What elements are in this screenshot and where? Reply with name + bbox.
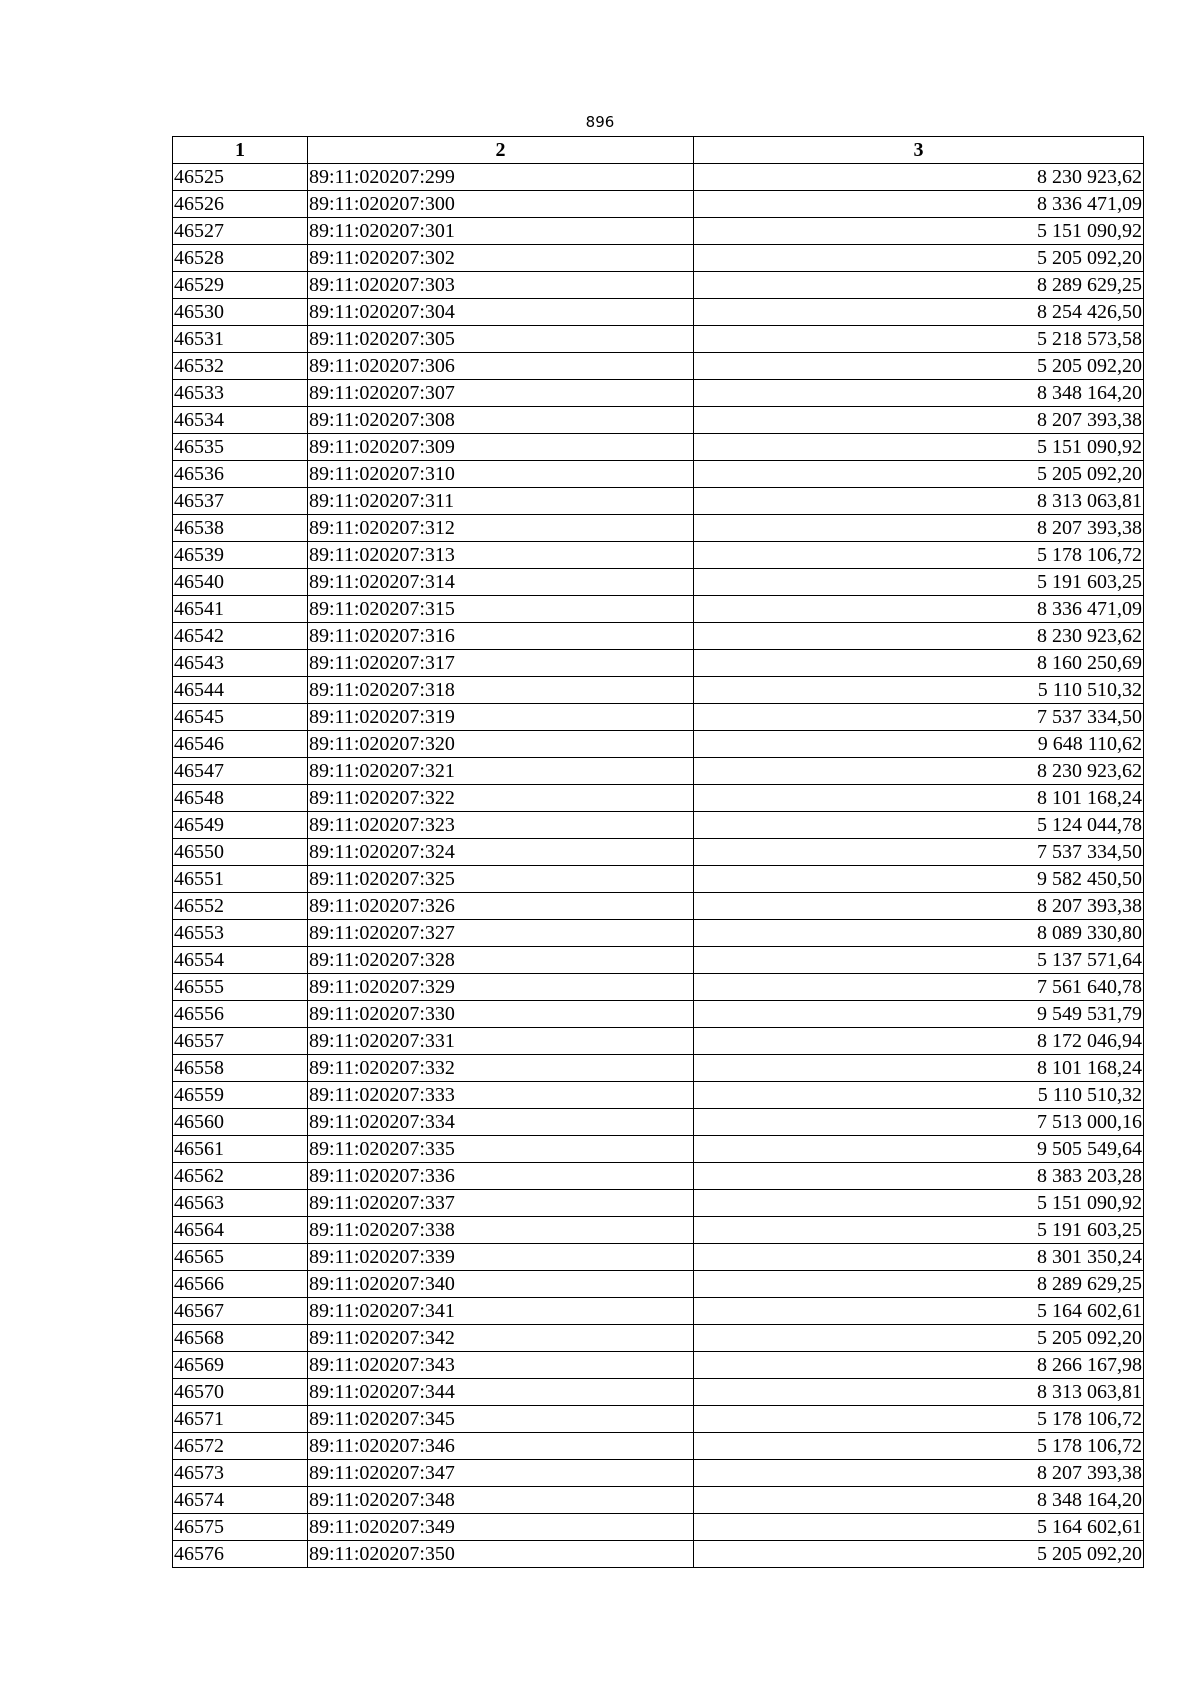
data-table bbox=[172, 136, 1144, 1568]
table-row bbox=[173, 326, 1144, 353]
row-number-cell: 46533 bbox=[173, 380, 308, 407]
row-number-cell: 46556 bbox=[173, 1001, 308, 1028]
value-cell: 8 348 164,20 bbox=[694, 1487, 1144, 1514]
row-number-cell: 46546 bbox=[173, 731, 308, 758]
row-number-cell: 46564 bbox=[173, 1217, 308, 1244]
value-cell: 7 561 640,78 bbox=[694, 974, 1144, 1001]
table-row bbox=[173, 893, 1144, 920]
cadastral-number-cell: 89:11:020207:312 bbox=[308, 515, 694, 542]
table-row bbox=[173, 866, 1144, 893]
row-number-cell: 46547 bbox=[173, 758, 308, 785]
cadastral-number-cell: 89:11:020207:348 bbox=[308, 1487, 694, 1514]
value-cell: 8 348 164,20 bbox=[694, 380, 1144, 407]
table-row bbox=[173, 1136, 1144, 1163]
value-cell: 5 124 044,78 bbox=[694, 812, 1144, 839]
cadastral-number-cell: 89:11:020207:307 bbox=[308, 380, 694, 407]
row-number-cell: 46573 bbox=[173, 1460, 308, 1487]
table-row bbox=[173, 245, 1144, 272]
value-cell: 5 205 092,20 bbox=[694, 353, 1144, 380]
column-header-1: 1 bbox=[173, 137, 308, 164]
cadastral-number-cell: 89:11:020207:350 bbox=[308, 1541, 694, 1568]
row-number-cell: 46570 bbox=[173, 1379, 308, 1406]
table-row bbox=[173, 1541, 1144, 1568]
table-row bbox=[173, 515, 1144, 542]
value-cell: 7 513 000,16 bbox=[694, 1109, 1144, 1136]
column-header-2: 2 bbox=[308, 137, 694, 164]
table-row bbox=[173, 758, 1144, 785]
row-number-cell: 46534 bbox=[173, 407, 308, 434]
row-number-cell: 46548 bbox=[173, 785, 308, 812]
row-number-cell: 46558 bbox=[173, 1055, 308, 1082]
table-row bbox=[173, 1325, 1144, 1352]
table-row bbox=[173, 812, 1144, 839]
value-cell: 8 336 471,09 bbox=[694, 596, 1144, 623]
row-number-cell: 46554 bbox=[173, 947, 308, 974]
row-number-cell: 46530 bbox=[173, 299, 308, 326]
value-cell: 8 230 923,62 bbox=[694, 164, 1144, 191]
cadastral-number-cell: 89:11:020207:343 bbox=[308, 1352, 694, 1379]
value-cell: 8 101 168,24 bbox=[694, 1055, 1144, 1082]
table-row bbox=[173, 1217, 1144, 1244]
value-cell: 5 164 602,61 bbox=[694, 1514, 1144, 1541]
value-cell: 8 207 393,38 bbox=[694, 893, 1144, 920]
value-cell: 5 164 602,61 bbox=[694, 1298, 1144, 1325]
value-cell: 8 301 350,24 bbox=[694, 1244, 1144, 1271]
table-row bbox=[173, 1244, 1144, 1271]
row-number-cell: 46536 bbox=[173, 461, 308, 488]
cadastral-number-cell: 89:11:020207:334 bbox=[308, 1109, 694, 1136]
value-cell: 8 313 063,81 bbox=[694, 1379, 1144, 1406]
cadastral-number-cell: 89:11:020207:299 bbox=[308, 164, 694, 191]
cadastral-number-cell: 89:11:020207:300 bbox=[308, 191, 694, 218]
value-cell: 8 207 393,38 bbox=[694, 1460, 1144, 1487]
cadastral-number-cell: 89:11:020207:304 bbox=[308, 299, 694, 326]
cadastral-number-cell: 89:11:020207:339 bbox=[308, 1244, 694, 1271]
table-row bbox=[173, 839, 1144, 866]
table-row bbox=[173, 785, 1144, 812]
table-row bbox=[173, 569, 1144, 596]
cadastral-number-cell: 89:11:020207:333 bbox=[308, 1082, 694, 1109]
row-number-cell: 46571 bbox=[173, 1406, 308, 1433]
row-number-cell: 46575 bbox=[173, 1514, 308, 1541]
table-row bbox=[173, 1190, 1144, 1217]
value-cell: 5 110 510,32 bbox=[694, 1082, 1144, 1109]
column-header-3: 3 bbox=[694, 137, 1144, 164]
table-row bbox=[173, 1109, 1144, 1136]
row-number-cell: 46553 bbox=[173, 920, 308, 947]
value-cell: 8 289 629,25 bbox=[694, 1271, 1144, 1298]
cadastral-number-cell: 89:11:020207:318 bbox=[308, 677, 694, 704]
table-row bbox=[173, 1298, 1144, 1325]
row-number-cell: 46543 bbox=[173, 650, 308, 677]
cadastral-number-cell: 89:11:020207:302 bbox=[308, 245, 694, 272]
value-cell: 5 178 106,72 bbox=[694, 1406, 1144, 1433]
table-row bbox=[173, 1028, 1144, 1055]
cadastral-number-cell: 89:11:020207:332 bbox=[308, 1055, 694, 1082]
cadastral-number-cell: 89:11:020207:323 bbox=[308, 812, 694, 839]
table-row bbox=[173, 1514, 1144, 1541]
value-cell: 8 254 426,50 bbox=[694, 299, 1144, 326]
table-row bbox=[173, 1433, 1144, 1460]
cadastral-number-cell: 89:11:020207:315 bbox=[308, 596, 694, 623]
row-number-cell: 46529 bbox=[173, 272, 308, 299]
cadastral-number-cell: 89:11:020207:317 bbox=[308, 650, 694, 677]
table-row bbox=[173, 650, 1144, 677]
cadastral-number-cell: 89:11:020207:349 bbox=[308, 1514, 694, 1541]
cadastral-number-cell: 89:11:020207:309 bbox=[308, 434, 694, 461]
page-number: 896 bbox=[585, 113, 615, 131]
table-row bbox=[173, 920, 1144, 947]
row-number-cell: 46563 bbox=[173, 1190, 308, 1217]
cadastral-number-cell: 89:11:020207:316 bbox=[308, 623, 694, 650]
cadastral-number-cell: 89:11:020207:306 bbox=[308, 353, 694, 380]
table-header-row bbox=[173, 137, 1144, 164]
row-number-cell: 46526 bbox=[173, 191, 308, 218]
table-row bbox=[173, 1082, 1144, 1109]
table-row bbox=[173, 623, 1144, 650]
cadastral-number-cell: 89:11:020207:340 bbox=[308, 1271, 694, 1298]
table-row bbox=[173, 596, 1144, 623]
value-cell: 5 151 090,92 bbox=[694, 1190, 1144, 1217]
row-number-cell: 46568 bbox=[173, 1325, 308, 1352]
cadastral-number-cell: 89:11:020207:319 bbox=[308, 704, 694, 731]
row-number-cell: 46527 bbox=[173, 218, 308, 245]
table-row bbox=[173, 380, 1144, 407]
row-number-cell: 46542 bbox=[173, 623, 308, 650]
value-cell: 8 230 923,62 bbox=[694, 623, 1144, 650]
value-cell: 8 230 923,62 bbox=[694, 758, 1144, 785]
cadastral-number-cell: 89:11:020207:311 bbox=[308, 488, 694, 515]
value-cell: 8 289 629,25 bbox=[694, 272, 1144, 299]
row-number-cell: 46545 bbox=[173, 704, 308, 731]
row-number-cell: 46552 bbox=[173, 893, 308, 920]
row-number-cell: 46525 bbox=[173, 164, 308, 191]
table-row bbox=[173, 461, 1144, 488]
cadastral-number-cell: 89:11:020207:344 bbox=[308, 1379, 694, 1406]
value-cell: 5 178 106,72 bbox=[694, 542, 1144, 569]
table-row bbox=[173, 191, 1144, 218]
cadastral-number-cell: 89:11:020207:301 bbox=[308, 218, 694, 245]
value-cell: 7 537 334,50 bbox=[694, 704, 1144, 731]
cadastral-number-cell: 89:11:020207:320 bbox=[308, 731, 694, 758]
value-cell: 9 648 110,62 bbox=[694, 731, 1144, 758]
cadastral-number-cell: 89:11:020207:328 bbox=[308, 947, 694, 974]
table-row bbox=[173, 434, 1144, 461]
value-cell: 8 313 063,81 bbox=[694, 488, 1144, 515]
table-row bbox=[173, 1379, 1144, 1406]
row-number-cell: 46551 bbox=[173, 866, 308, 893]
table-row bbox=[173, 677, 1144, 704]
table-row bbox=[173, 488, 1144, 515]
cadastral-number-cell: 89:11:020207:305 bbox=[308, 326, 694, 353]
value-cell: 9 505 549,64 bbox=[694, 1136, 1144, 1163]
value-cell: 5 205 092,20 bbox=[694, 461, 1144, 488]
value-cell: 7 537 334,50 bbox=[694, 839, 1144, 866]
table-row bbox=[173, 1460, 1144, 1487]
table-row bbox=[173, 407, 1144, 434]
value-cell: 5 151 090,92 bbox=[694, 218, 1144, 245]
value-cell: 9 582 450,50 bbox=[694, 866, 1144, 893]
cadastral-number-cell: 89:11:020207:336 bbox=[308, 1163, 694, 1190]
row-number-cell: 46559 bbox=[173, 1082, 308, 1109]
table-row bbox=[173, 1001, 1144, 1028]
cadastral-number-cell: 89:11:020207:345 bbox=[308, 1406, 694, 1433]
table-row bbox=[173, 974, 1144, 1001]
cadastral-number-cell: 89:11:020207:313 bbox=[308, 542, 694, 569]
cadastral-number-cell: 89:11:020207:310 bbox=[308, 461, 694, 488]
value-cell: 8 266 167,98 bbox=[694, 1352, 1144, 1379]
value-cell: 5 205 092,20 bbox=[694, 1541, 1144, 1568]
table-row bbox=[173, 164, 1144, 191]
value-cell: 5 137 571,64 bbox=[694, 947, 1144, 974]
cadastral-number-cell: 89:11:020207:308 bbox=[308, 407, 694, 434]
row-number-cell: 46557 bbox=[173, 1028, 308, 1055]
cadastral-number-cell: 89:11:020207:322 bbox=[308, 785, 694, 812]
value-cell: 5 110 510,32 bbox=[694, 677, 1144, 704]
cadastral-number-cell: 89:11:020207:330 bbox=[308, 1001, 694, 1028]
row-number-cell: 46566 bbox=[173, 1271, 308, 1298]
value-cell: 8 101 168,24 bbox=[694, 785, 1144, 812]
row-number-cell: 46537 bbox=[173, 488, 308, 515]
value-cell: 5 205 092,20 bbox=[694, 1325, 1144, 1352]
cadastral-number-cell: 89:11:020207:337 bbox=[308, 1190, 694, 1217]
cadastral-number-cell: 89:11:020207:331 bbox=[308, 1028, 694, 1055]
row-number-cell: 46528 bbox=[173, 245, 308, 272]
cadastral-number-cell: 89:11:020207:335 bbox=[308, 1136, 694, 1163]
row-number-cell: 46549 bbox=[173, 812, 308, 839]
row-number-cell: 46567 bbox=[173, 1298, 308, 1325]
row-number-cell: 46531 bbox=[173, 326, 308, 353]
table-body bbox=[173, 164, 1144, 1568]
cadastral-number-cell: 89:11:020207:329 bbox=[308, 974, 694, 1001]
row-number-cell: 46538 bbox=[173, 515, 308, 542]
row-number-cell: 46550 bbox=[173, 839, 308, 866]
row-number-cell: 46576 bbox=[173, 1541, 308, 1568]
table-row bbox=[173, 1352, 1144, 1379]
value-cell: 5 205 092,20 bbox=[694, 245, 1144, 272]
row-number-cell: 46560 bbox=[173, 1109, 308, 1136]
table-row bbox=[173, 218, 1144, 245]
cadastral-number-cell: 89:11:020207:325 bbox=[308, 866, 694, 893]
value-cell: 5 178 106,72 bbox=[694, 1433, 1144, 1460]
value-cell: 8 336 471,09 bbox=[694, 191, 1144, 218]
row-number-cell: 46565 bbox=[173, 1244, 308, 1271]
table-row bbox=[173, 947, 1144, 974]
value-cell: 8 089 330,80 bbox=[694, 920, 1144, 947]
cadastral-number-cell: 89:11:020207:321 bbox=[308, 758, 694, 785]
row-number-cell: 46539 bbox=[173, 542, 308, 569]
table-row bbox=[173, 1055, 1144, 1082]
cadastral-number-cell: 89:11:020207:303 bbox=[308, 272, 694, 299]
cadastral-number-cell: 89:11:020207:341 bbox=[308, 1298, 694, 1325]
cadastral-number-cell: 89:11:020207:338 bbox=[308, 1217, 694, 1244]
cadastral-number-cell: 89:11:020207:347 bbox=[308, 1460, 694, 1487]
row-number-cell: 46569 bbox=[173, 1352, 308, 1379]
cadastral-number-cell: 89:11:020207:314 bbox=[308, 569, 694, 596]
value-cell: 8 160 250,69 bbox=[694, 650, 1144, 677]
value-cell: 5 191 603,25 bbox=[694, 569, 1144, 596]
row-number-cell: 46574 bbox=[173, 1487, 308, 1514]
cadastral-number-cell: 89:11:020207:346 bbox=[308, 1433, 694, 1460]
table-row bbox=[173, 542, 1144, 569]
row-number-cell: 46572 bbox=[173, 1433, 308, 1460]
value-cell: 8 207 393,38 bbox=[694, 407, 1144, 434]
value-cell: 8 383 203,28 bbox=[694, 1163, 1144, 1190]
table-row bbox=[173, 299, 1144, 326]
value-cell: 8 172 046,94 bbox=[694, 1028, 1144, 1055]
table-row bbox=[173, 272, 1144, 299]
value-cell: 5 151 090,92 bbox=[694, 434, 1144, 461]
table-row bbox=[173, 1487, 1144, 1514]
cadastral-number-cell: 89:11:020207:342 bbox=[308, 1325, 694, 1352]
row-number-cell: 46562 bbox=[173, 1163, 308, 1190]
row-number-cell: 46561 bbox=[173, 1136, 308, 1163]
row-number-cell: 46540 bbox=[173, 569, 308, 596]
table-row bbox=[173, 1406, 1144, 1433]
row-number-cell: 46555 bbox=[173, 974, 308, 1001]
value-cell: 5 191 603,25 bbox=[694, 1217, 1144, 1244]
table-row bbox=[173, 704, 1144, 731]
table-row bbox=[173, 731, 1144, 758]
row-number-cell: 46544 bbox=[173, 677, 308, 704]
cadastral-number-cell: 89:11:020207:326 bbox=[308, 893, 694, 920]
value-cell: 9 549 531,79 bbox=[694, 1001, 1144, 1028]
table-row bbox=[173, 1271, 1144, 1298]
table-row bbox=[173, 1163, 1144, 1190]
table-row bbox=[173, 353, 1144, 380]
row-number-cell: 46541 bbox=[173, 596, 308, 623]
cadastral-number-cell: 89:11:020207:327 bbox=[308, 920, 694, 947]
row-number-cell: 46532 bbox=[173, 353, 308, 380]
cadastral-number-cell: 89:11:020207:324 bbox=[308, 839, 694, 866]
value-cell: 8 207 393,38 bbox=[694, 515, 1144, 542]
row-number-cell: 46535 bbox=[173, 434, 308, 461]
value-cell: 5 218 573,58 bbox=[694, 326, 1144, 353]
